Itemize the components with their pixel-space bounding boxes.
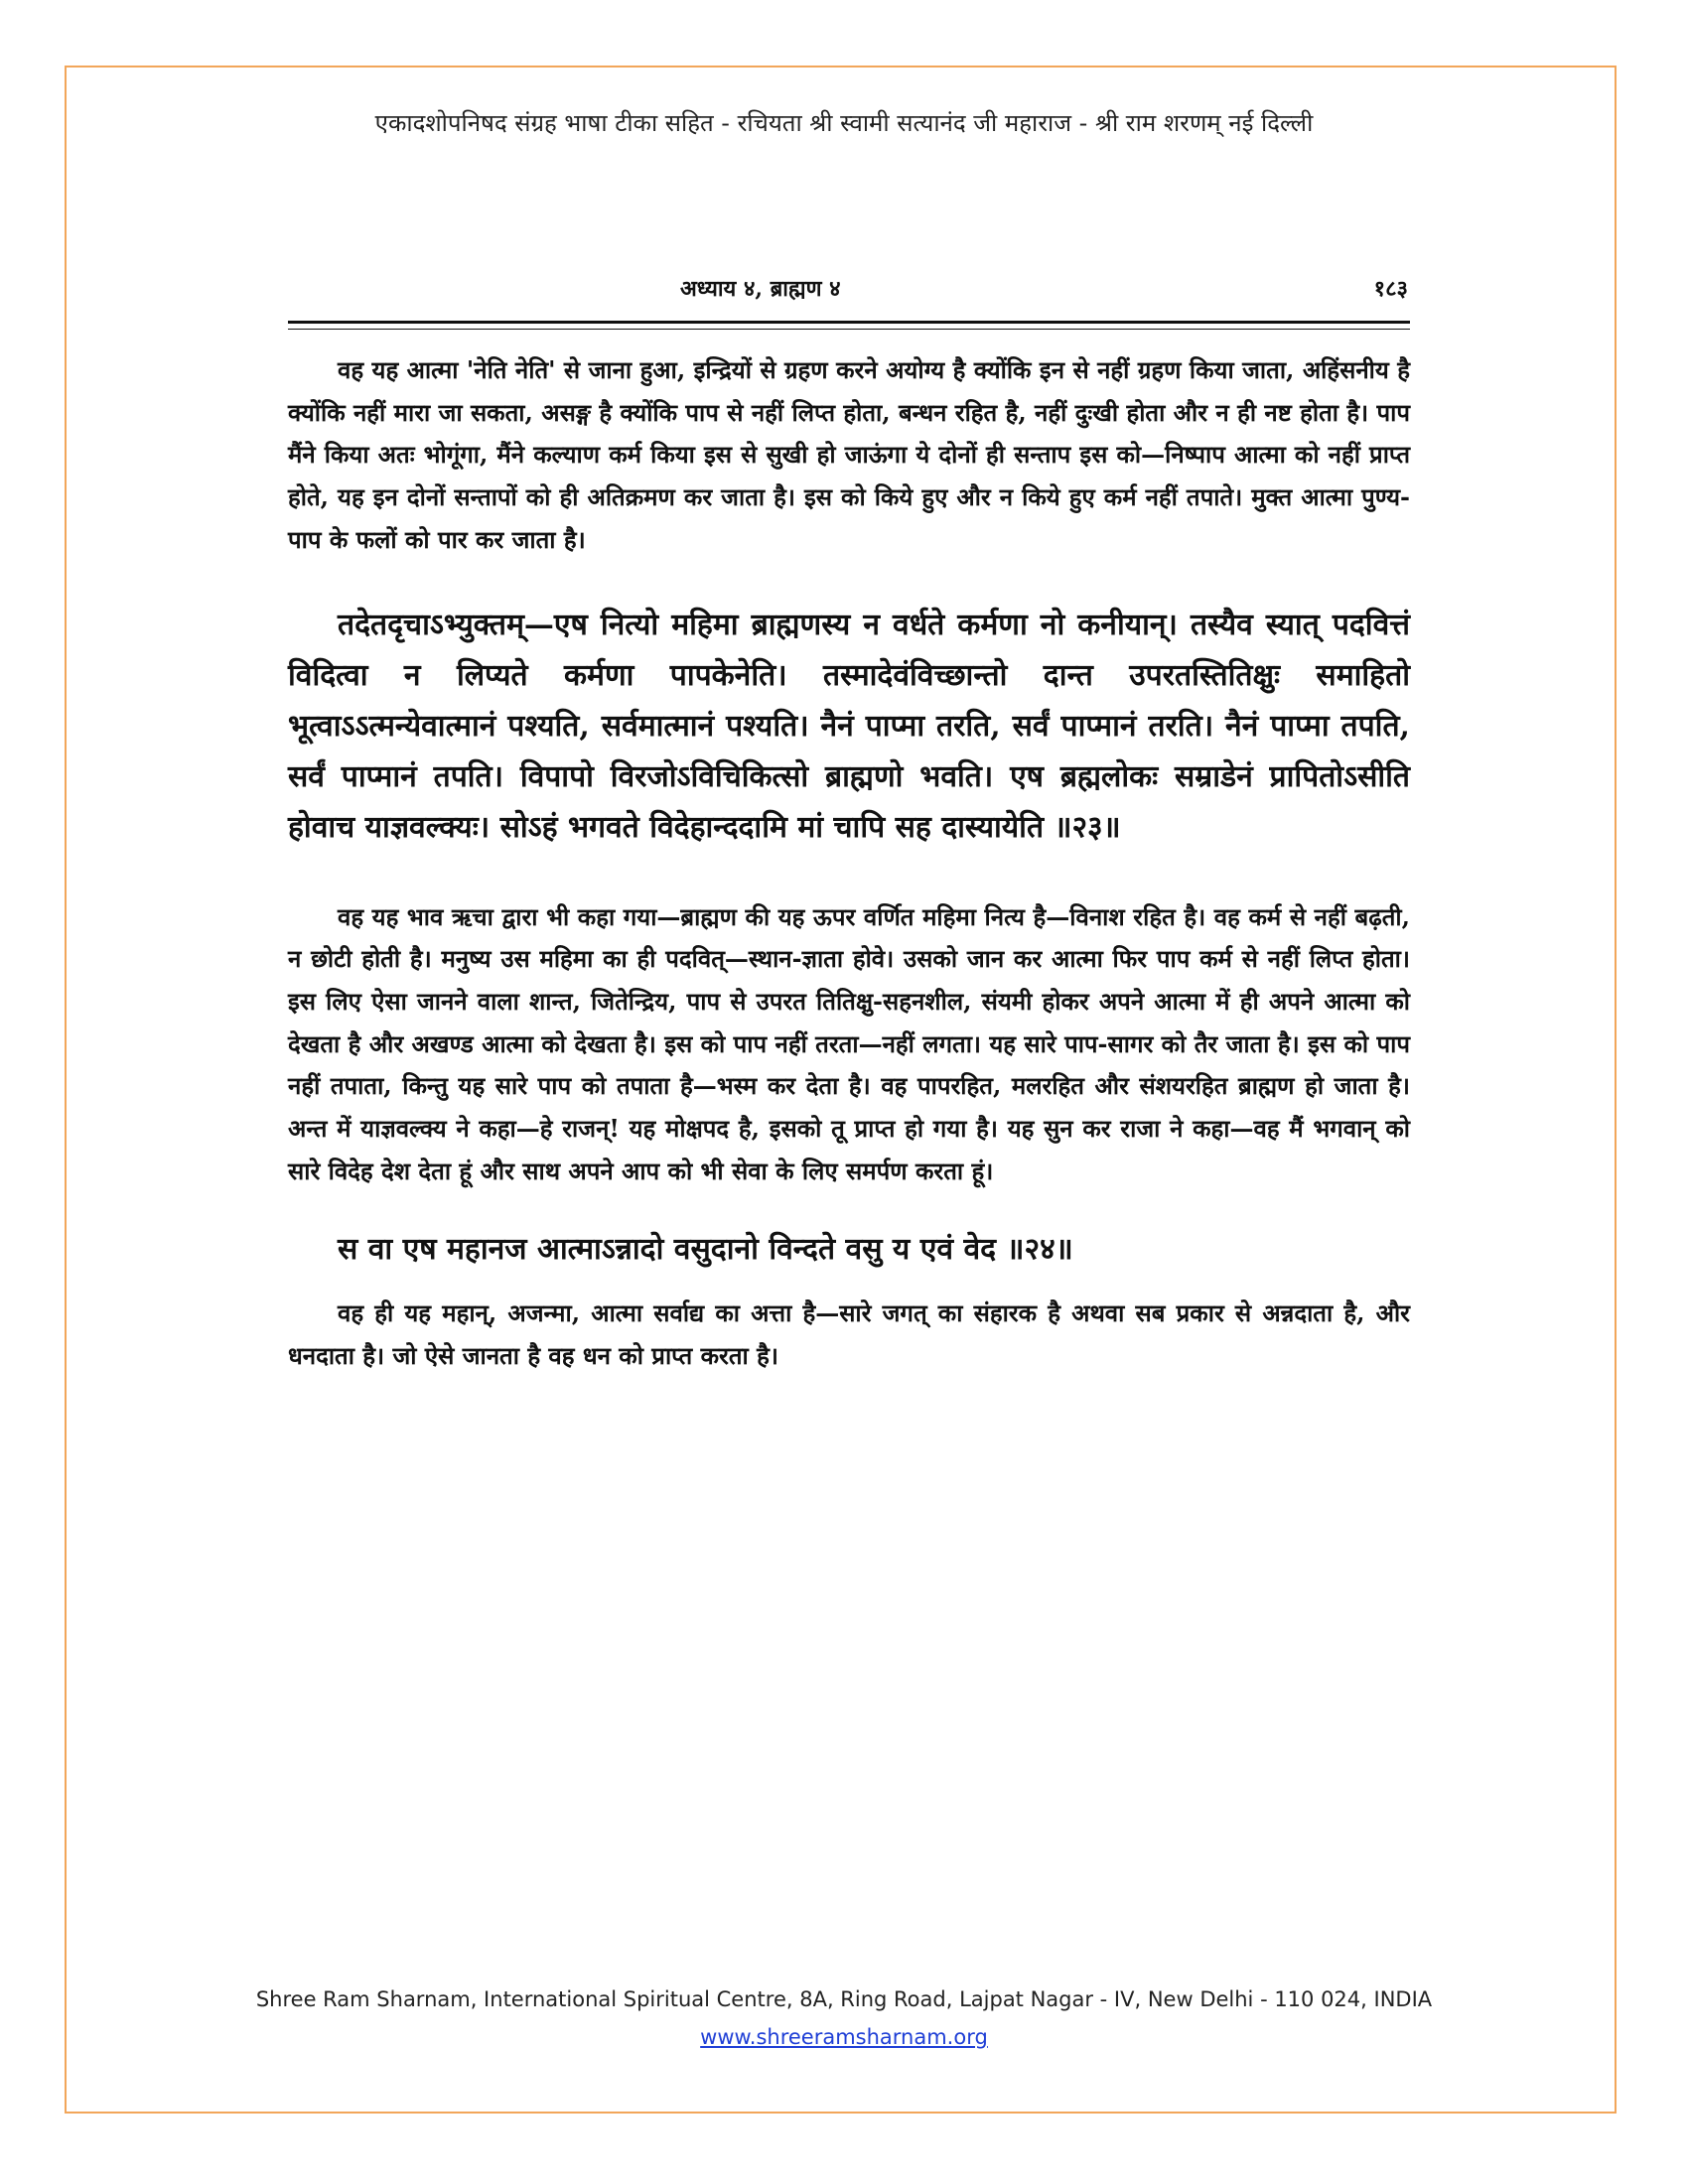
scanned-page: [288, 263, 1410, 1971]
website-link[interactable]: www.shreeramsharnam.org: [700, 2025, 988, 2049]
sanskrit-verse-23: तदेतदृचाऽभ्युक्तम्—एष नित्यो महिमा ब्राह्मणस्य न वर्धते कर्मणा नो कनीयान्। तस्यैव स्यात् पदवित्तं विदित्वा न लिप्यते कर्मणा पापकेनेति। तस्मादेवंविच्छान्तो दान्त उपरतस्तितिक्षुः समाहितो भूत्वाऽऽत्मन्येवात्मानं पश्यति, सर्वमात्मानं पश्यति। नैनं पाप्मा तरति, सर्वं पाप्मानं तरति। नैनं पाप्मा तपति, सर्वं पाप्मानं तपति। विपापो विरजोऽविचिकित्सो ब्राह्मणो भवति। एष ब्रह्मलोकः सम्राडेनं प्रापितोऽसीति होवाच याज्ञवल्क्यः। सोऽहं भगवते विदेहान्ददामि मां चापि सह दास्यायेति ॥२३॥: [288, 607, 1410, 845]
header-rule: [288, 321, 1410, 330]
footer-address: Shree Ram Sharnam, International Spiritual Centre, 8A, Ring Road, Lajpat Nagar - IV, New Delhi - 110 024, INDIA: [255, 1987, 1433, 2011]
page-number: १८३: [1373, 276, 1408, 302]
sanskrit-verse-24: स वा एष महानज आत्माऽन्नादो वसुदानो विन्दते वसु य एवं वेद ॥२४॥: [338, 1232, 1073, 1268]
page-running-head: [288, 263, 1410, 313]
book-header: एकादशोपनिषद संग्रह भाषा टीका सहित - रचियता श्री स्वामी सत्यानंद जी महाराज - श्री राम शरणम् नई दिल्ली: [374, 109, 1314, 137]
hindi-commentary-paragraph: वह यह भाव ऋचा द्वारा भी कहा गया—ब्राह्मण की यह ऊपर वर्णित महिमा नित्य है—विनाश रहित है। वह कर्म से नहीं बढ़ती, न छोटी होती है। मनुष्य उस महिमा का ही पदवित्—स्थान-ज्ञाता होवे। उसको जान कर आत्मा फिर पाप कर्म से नहीं लिप्त होता। इस लिए ऐसा जानने वाला शान्त, जितेन्द्रिय, पाप से उपरत तितिक्षु-सहनशील, संयमी होकर अपने आत्मा में ही अपने आत्मा को देखता है और अखण्ड आत्मा को देखता है। इस को पाप नहीं तरता—नहीं लगता। यह सारे पाप-सागर को तैर जाता है। इस को पाप नहीं तपाता, किन्तु यह सारे पाप को तपाता है—भस्म कर देता है। वह पापरहित, मलरहित और संशयरहित ब्राह्मण हो जाता है। अन्त में याज्ञवल्क्य ने कहा—हे राजन्! यह मोक्षपद है, इसको तू प्राप्त हो गया है। यह सुन कर राजा ने कहा—वह मैं भगवान् को सारे विदेह देश देता हूं और साथ अपने आप को भी सेवा के लिए समर्पण करता हूं।: [288, 901, 1410, 1185]
chapter-label: अध्याय ४, ब्राह्मण ४: [680, 276, 841, 302]
hindi-commentary-paragraph: वह ही यह महान्, अजन्मा, आत्मा सर्वाद्य का अत्ता है—सारे जगत् का संहारक है अथवा सब प्रकार से अन्नदाता है, और धनदाता है। जो ऐसे जानता है वह धन को प्राप्त करता है।: [288, 1298, 1410, 1371]
page-footer: [0, 1987, 1688, 2049]
hindi-commentary-paragraph: वह यह आत्मा 'नेति नेति' से जाना हुआ, इन्द्रियों से ग्रहण करने अयोग्य है क्योंकि इन से नहीं ग्रहण किया जाता, अहिंसनीय है क्योंकि नहीं मारा जा सकता, असङ्ग है क्योंकि पाप से नहीं लिप्त होता, बन्धन रहित है, नहीं दुःखी होता और न ही नष्ट होता है। पाप मैंने किया अतः भोगूंगा, मैंने कल्याण कर्म किया इस से सुखी हो जाऊंगा ये दोनों ही सन्ताप इस को—निष्पाप आत्मा को नहीं प्राप्त होते, यह इन दोनों सन्तापों को ही अतिक्रमण कर जाता है। इस को किये हुए और न किये हुए कर्म नहीं तपाते। मुक्त आत्मा पुण्य-पाप के फलों को पार कर जाता है।: [288, 355, 1410, 554]
